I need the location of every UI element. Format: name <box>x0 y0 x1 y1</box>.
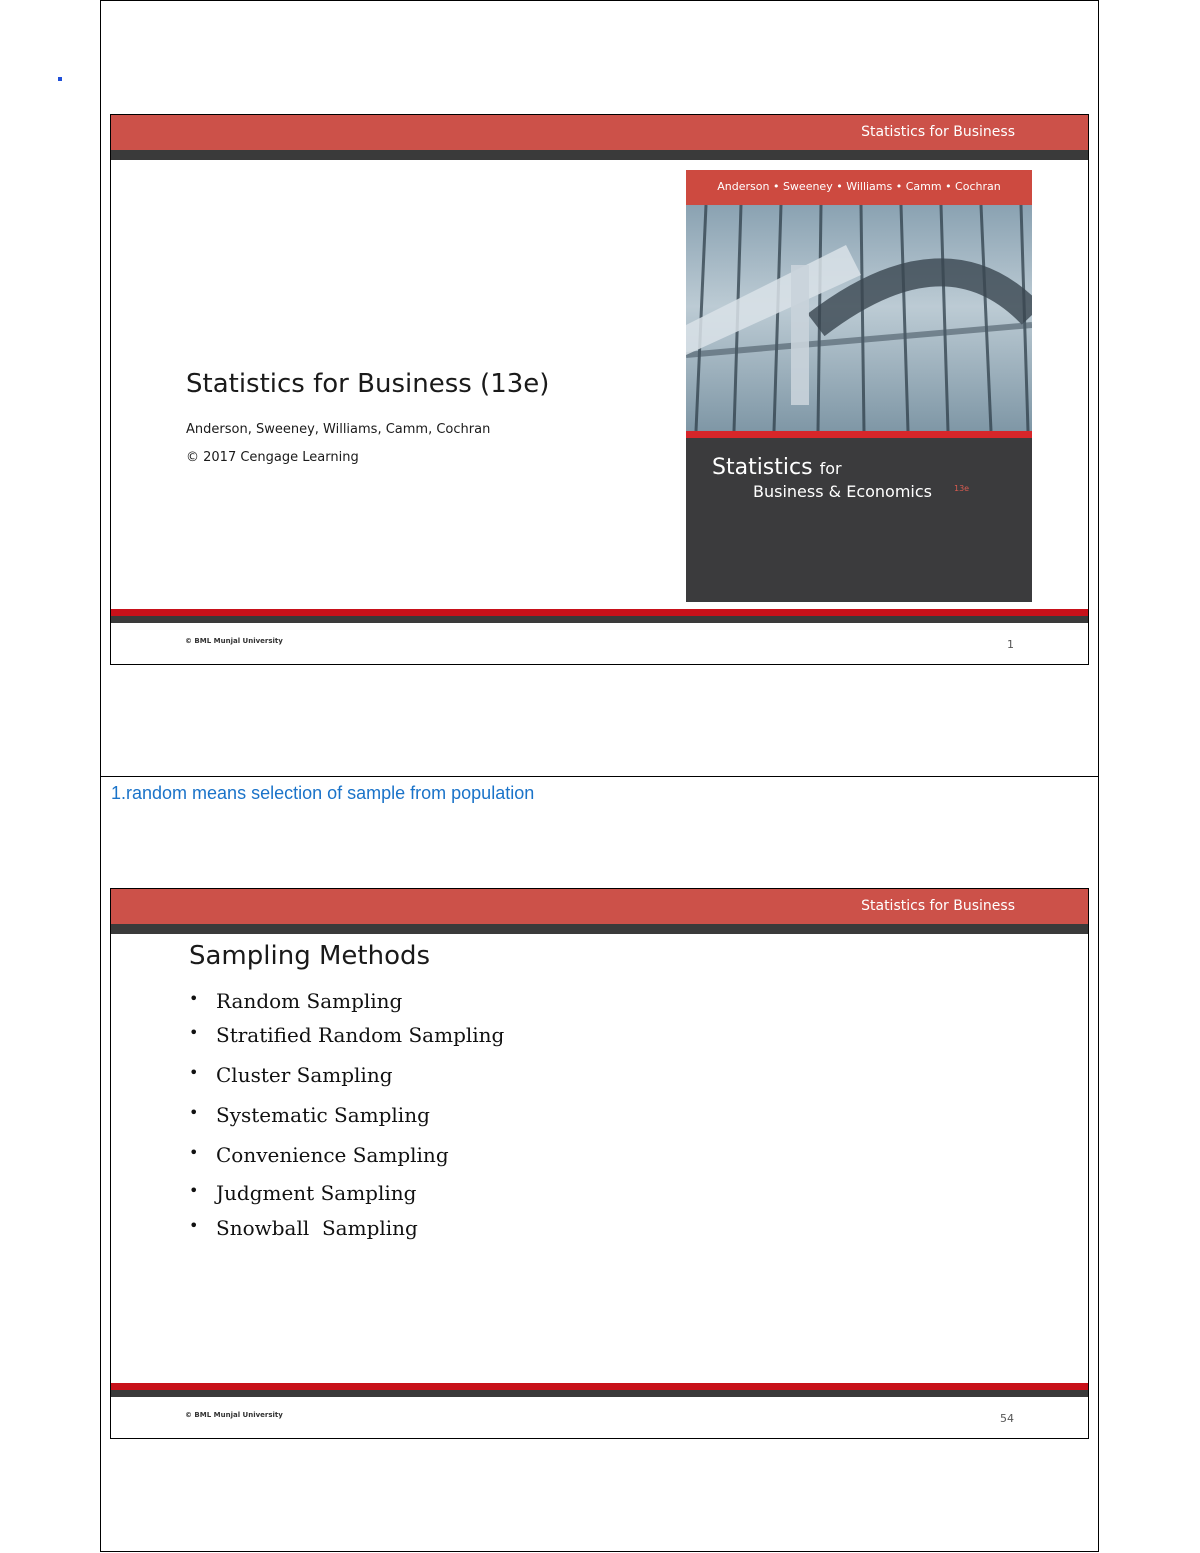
handwritten-note: 1.random means selection of sample from population <box>111 783 535 803</box>
footer-red-bar <box>111 609 1088 616</box>
header-dark-strip <box>111 150 1088 160</box>
footer-red-bar <box>111 1383 1088 1390</box>
list-item: • Cluster Sampling <box>189 1063 393 1087</box>
bullet-icon: • <box>189 1181 199 1200</box>
book-cover-title: Statistics for <box>712 455 842 480</box>
book-cover-photo <box>686 205 1032 431</box>
bullet-icon: • <box>189 1063 199 1082</box>
list-item: • Convenience Sampling <box>189 1143 449 1167</box>
slide-copyright: © 2017 Cengage Learning <box>186 450 359 465</box>
list-item: • Stratified Random Sampling <box>189 1023 505 1047</box>
slide-1 <box>110 114 1089 665</box>
page-divider <box>100 776 1099 777</box>
slide-54 <box>110 888 1089 1439</box>
list-item: • Judgment Sampling <box>189 1181 417 1205</box>
footer-dark-bar <box>111 1390 1088 1397</box>
bullet-icon: • <box>189 1143 199 1162</box>
margin-dot <box>58 77 62 81</box>
footer-dark-bar <box>111 616 1088 623</box>
bullet-icon: • <box>189 1216 199 1235</box>
book-cover-edition: 13e <box>954 484 970 493</box>
course-label: Statistics for Business <box>861 124 1015 140</box>
slide-page-number: 1 <box>1007 638 1014 651</box>
book-cover-authors: Anderson • Sweeney • Williams • Camm • Cochran <box>717 180 1001 193</box>
list-item: • Random Sampling <box>189 989 403 1013</box>
slide-title: Statistics for Business (13e) <box>186 369 550 399</box>
sampling-methods-list <box>189 989 504 1250</box>
bullet-icon: • <box>189 1023 199 1042</box>
book-cover-image <box>686 170 1032 602</box>
book-cover-redline <box>686 431 1032 438</box>
list-item: • Systematic Sampling <box>189 1103 430 1127</box>
slide-authors: Anderson, Sweeney, Williams, Camm, Cochran <box>186 422 491 437</box>
footer-institution: © BML Munjal University <box>185 1411 283 1419</box>
header-dark-strip <box>111 924 1088 934</box>
architecture-illustration <box>686 205 1032 431</box>
footer-institution: © BML Munjal University <box>185 637 283 645</box>
bullet-icon: • <box>189 1103 199 1122</box>
bullet-icon: • <box>189 989 199 1008</box>
course-label: Statistics for Business <box>861 898 1015 914</box>
list-item: • Snowball Sampling <box>189 1216 418 1240</box>
slide-title: Sampling Methods <box>189 941 431 971</box>
book-cover-subtitle: Business & Economics <box>753 482 932 501</box>
slide-page-number: 54 <box>1000 1412 1014 1425</box>
